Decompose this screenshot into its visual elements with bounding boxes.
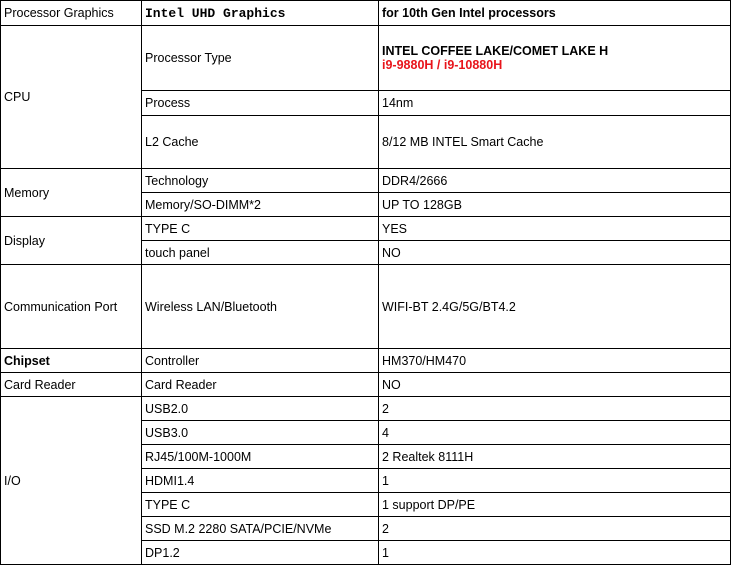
graphics-value: for 10th Gen Intel processors xyxy=(379,1,731,26)
spec-value: 14nm xyxy=(379,91,731,116)
spec-value: NO xyxy=(379,373,731,397)
spec-value: NO xyxy=(379,241,731,265)
spec-item: Technology xyxy=(142,169,379,193)
spec-item: Card Reader xyxy=(142,373,379,397)
category-chipset: Chipset xyxy=(1,349,142,373)
spec-value: 8/12 MB INTEL Smart Cache xyxy=(379,116,731,169)
spec-item: touch panel xyxy=(142,241,379,265)
spec-item: DP1.2 xyxy=(142,541,379,565)
spec-value: HM370/HM470 xyxy=(379,349,731,373)
category-display: Display xyxy=(1,217,142,265)
table-row xyxy=(1,169,731,193)
spec-item: SSD M.2 2280 SATA/PCIE/NVMe xyxy=(142,517,379,541)
spec-item: Process xyxy=(142,91,379,116)
category-cpu: CPU xyxy=(1,26,142,169)
category-card-reader: Card Reader xyxy=(1,373,142,397)
table-row xyxy=(1,265,731,349)
spec-value: 2 xyxy=(379,397,731,421)
category-processor-graphics: Processor Graphics xyxy=(1,1,142,26)
spec-value: 4 xyxy=(379,421,731,445)
spec-item: TYPE C xyxy=(142,217,379,241)
table-row xyxy=(1,26,731,91)
table-row xyxy=(1,397,731,421)
processor-models: i9-9880H / i9-10880H xyxy=(382,58,503,72)
spec-value: 1 xyxy=(379,469,731,493)
spec-item: Wireless LAN/Bluetooth xyxy=(142,265,379,349)
graphics-name: Intel UHD Graphics xyxy=(142,1,379,26)
category-memory: Memory xyxy=(1,169,142,217)
table-row xyxy=(1,349,731,373)
spec-value: WIFI-BT 2.4G/5G/BT4.2 xyxy=(379,265,731,349)
spec-value: 2 xyxy=(379,517,731,541)
processor-family: INTEL COFFEE LAKE/COMET LAKE H xyxy=(382,44,609,58)
table-row xyxy=(1,1,731,26)
spec-item: USB2.0 xyxy=(142,397,379,421)
spec-item: USB3.0 xyxy=(142,421,379,445)
spec-item: TYPE C xyxy=(142,493,379,517)
table-row xyxy=(1,373,731,397)
spec-item: Controller xyxy=(142,349,379,373)
spec-item: Processor Type xyxy=(142,26,379,91)
table-row xyxy=(1,217,731,241)
spec-value xyxy=(379,26,731,91)
spec-value: UP TO 128GB xyxy=(379,193,731,217)
category-communication-port: Communication Port xyxy=(1,265,142,349)
spec-value: YES xyxy=(379,217,731,241)
spec-item: L2 Cache xyxy=(142,116,379,169)
category-io: I/O xyxy=(1,397,142,565)
spec-item: Memory/SO-DIMM*2 xyxy=(142,193,379,217)
spec-item: RJ45/100M-1000M xyxy=(142,445,379,469)
spec-value: DDR4/2666 xyxy=(379,169,731,193)
spec-value: 1 xyxy=(379,541,731,565)
spec-value: 1 support DP/PE xyxy=(379,493,731,517)
spec-value: 2 Realtek 8111H xyxy=(379,445,731,469)
spec-item: HDMI1.4 xyxy=(142,469,379,493)
